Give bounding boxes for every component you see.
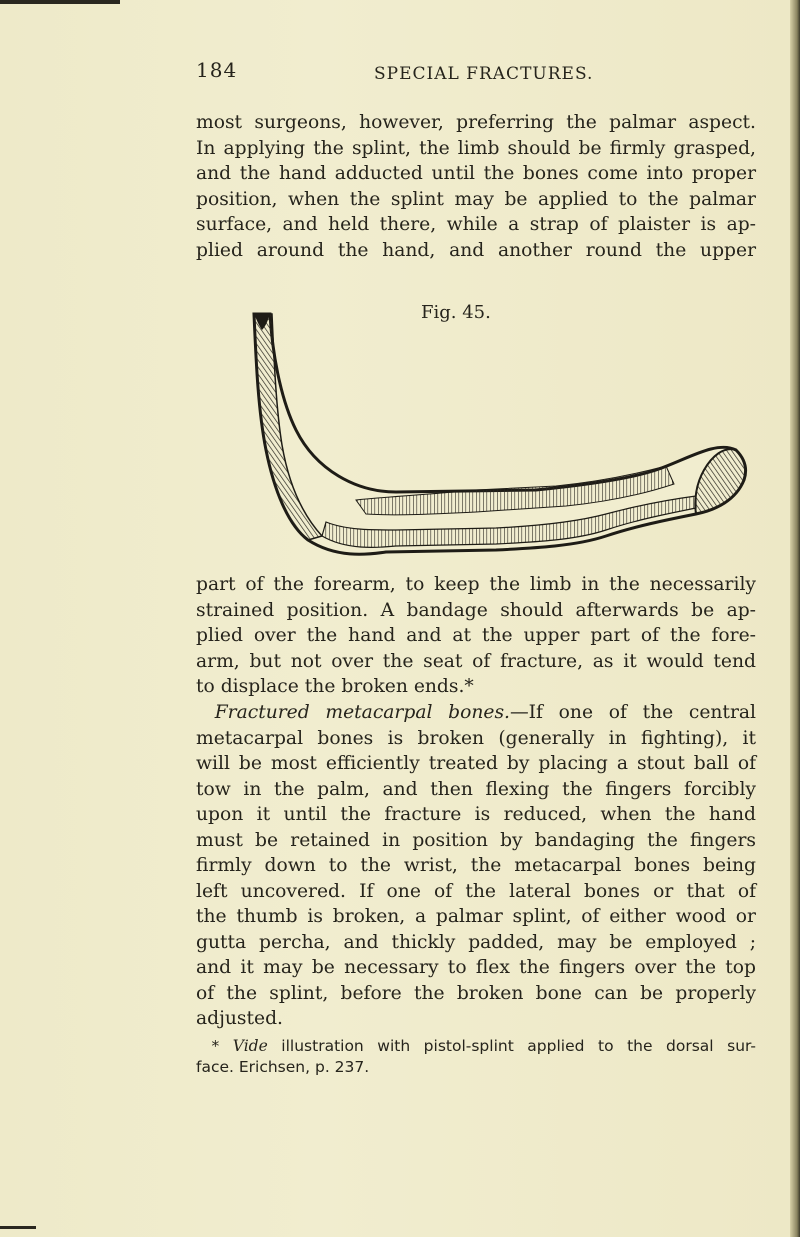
footnote-text: illustration with pistol-splint applied to the dorsal sur-: [281, 1037, 756, 1055]
text-line: most surgeons, however, preferring the palmar aspect.: [196, 112, 756, 133]
footnote-italic: Vide: [232, 1037, 268, 1055]
text-line: In applying the splint, the limb should be firmly grasped,: [196, 137, 756, 159]
text-line: the thumb is broken, a palmar splint, of either wood or: [196, 906, 756, 927]
scan-edge-bottom: [0, 1226, 36, 1229]
footnote-line: [196, 1036, 756, 1057]
text-line: gutta percha, and thickly padded, may be employed ;: [196, 931, 756, 953]
footnote: [196, 1036, 756, 1078]
figure-caption: Fig. 45.: [421, 302, 491, 323]
text-line: arm, but not over the seat of fracture, as it would tend: [196, 650, 756, 672]
text-line: upon it until the fracture is reduced, when the hand: [196, 804, 756, 825]
running-head: SPECIAL FRACTURES.: [374, 64, 594, 84]
figure-45: [196, 300, 756, 560]
page-number: 184: [196, 58, 238, 82]
footnote-line: face. Erichsen, p. 237.: [196, 1058, 370, 1076]
paragraph-1: [196, 110, 756, 263]
page-header: [196, 58, 756, 88]
paragraph-3: [196, 700, 756, 1032]
text-line: and the hand adducted until the bones come into proper: [196, 163, 756, 184]
text-line: of the splint, before the broken bone can be properly: [196, 982, 756, 1004]
splint-outline: [254, 314, 746, 554]
paragraph-2: [196, 572, 756, 700]
text-line: firmly down to the wrist, the metacarpal bones being: [196, 855, 756, 876]
text-line: plied over the hand and at the upper part of the fore-: [196, 625, 756, 646]
section-lead-rest: —If one of the central: [509, 702, 756, 723]
text-line: plied around the hand, and another round the upper: [196, 239, 756, 261]
text-line: to displace the broken ends.*: [196, 676, 474, 697]
splint-illustration: [196, 300, 756, 560]
page-edge-shadow: [790, 0, 800, 1237]
text-line: must be retained in position by bandaging the fingers: [196, 829, 756, 851]
text-line: strained position. A bandage should afterwards be ap-: [196, 599, 756, 621]
section-lead-italic: Fractured metacarpal bones.: [214, 702, 510, 723]
text-line: part of the forearm, to keep the limb in the necessarily: [196, 574, 756, 595]
text-line-lead: [196, 700, 756, 726]
text-line: adjusted.: [196, 1008, 283, 1029]
text-line: position, when the splint may be applied to the palmar: [196, 188, 756, 210]
text-line: tow in the palm, and then flexing the fingers forcibly: [196, 778, 756, 800]
text-line: metacarpal bones is broken (generally in fighting), it: [196, 727, 756, 749]
text-line: left uncovered. If one of the lateral bones or that of: [196, 880, 756, 902]
text-line: will be most efficiently treated by placing a stout ball of: [196, 753, 756, 774]
text-line: and it may be necessary to flex the fingers over the top: [196, 957, 756, 978]
text-line: surface, and held there, while a strap of plaister is ap-: [196, 214, 756, 235]
scan-edge-top: [0, 0, 120, 4]
footnote-marker: *: [211, 1037, 220, 1055]
